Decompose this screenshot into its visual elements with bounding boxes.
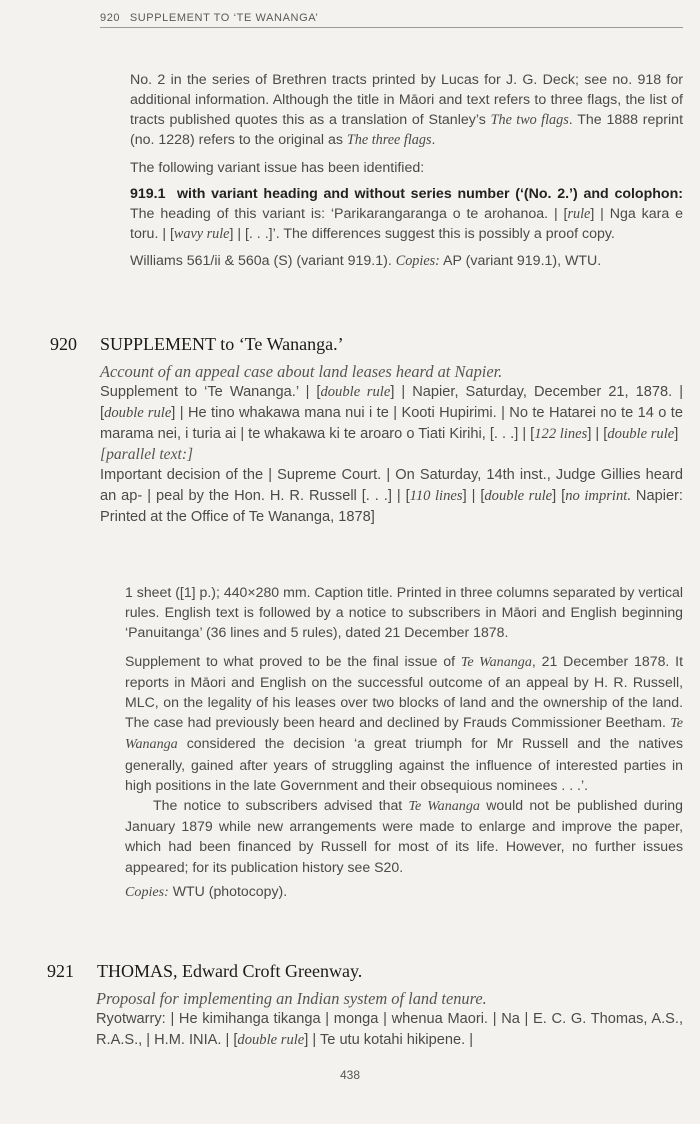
text: Supplement to ‘Te Wananga.’ | [ bbox=[100, 384, 321, 400]
variant-number: 919.1 bbox=[130, 186, 166, 202]
text: considered the decision ‘a great triumph for Mr Russell and the natives generally, gained after years of struggling against the influence of interested parties in high positions in the late Government and their obsequious nominees . . .’. bbox=[125, 735, 683, 793]
entry-920-maori-text bbox=[100, 382, 683, 444]
text: ] | He tino whakawa mana nui i te | Kooti Hupirimi. | No te Hatarei no te 14 o te marama nei, i turia ai | te whakawa ki te aroaro o Tiati Kirihi, [. . .] | [ bbox=[100, 404, 683, 442]
entry-920-heading bbox=[50, 334, 680, 355]
variant-heading: with variant heading and without series number (‘(No. 2.’) and colophon: bbox=[177, 186, 683, 202]
text: Napier: Printed at the Office of Te Wananga, 1878] bbox=[100, 488, 683, 525]
italic-text: 122 lines bbox=[534, 425, 588, 442]
text: No. 2 in the series of Brethren tracts printed by Lucas for J. G. Deck; see no. 918 for additional information. Although the title in Māori and text refers to three flags, the list of tracts published quotes this as a translation of Stanley’s bbox=[130, 72, 683, 128]
text: The notice to subscribers advised that bbox=[153, 797, 409, 814]
entry-921-text bbox=[96, 1009, 683, 1051]
text: . The 1888 reprint (no. 1228) refers to the original as bbox=[130, 112, 684, 148]
parallel-text-label: [parallel text:] bbox=[100, 446, 194, 464]
entry-920-english-text bbox=[100, 465, 683, 527]
italic-text: The two flags bbox=[490, 112, 569, 128]
running-head-page: 920 bbox=[100, 12, 121, 24]
entry-921-title: Proposal for implementing an Indian system of land tenure. bbox=[96, 989, 487, 1008]
note-paragraph bbox=[125, 651, 683, 795]
text: ] | [ bbox=[462, 488, 485, 505]
text: ] | Nga kara e toru. | [ bbox=[130, 206, 683, 242]
italic-text: no imprint. bbox=[565, 488, 631, 505]
text: ] | Napier, Saturday, December 21, 1878. | [ bbox=[100, 384, 684, 421]
entry-920-title: Account of an appeal case about land leases heard at Napier. bbox=[100, 362, 503, 381]
text: WTU (photocopy). bbox=[168, 882, 288, 899]
text: . bbox=[431, 132, 436, 148]
entry-919-paragraph bbox=[130, 70, 683, 150]
italic-text: double rule bbox=[607, 425, 675, 442]
variant-919-1 bbox=[130, 184, 683, 244]
collation: 1 sheet ([1] p.); 440×280 mm. Caption title. Printed in three columns separated by vertical rules. English text is followed by a notice to subscribers in Māori and English beginning ‘Panuitanga’ (36 lines and 5 rules), dated 21 December 1878. bbox=[125, 584, 683, 641]
variant-intro: The following variant issue has been identified: bbox=[130, 160, 425, 176]
text: ] | [ bbox=[587, 425, 608, 442]
entry-heading: SUPPLEMENT to ‘Te Wananga.’ bbox=[100, 334, 344, 354]
text: Important decision of the | Supreme Court. | On Saturday, 14th inst., Judge Gillies heard an ap- | peal by the Hon. H. R. Russell [. . .] | [ bbox=[100, 467, 683, 505]
text: ] [ bbox=[552, 488, 566, 505]
entry-number: 920 bbox=[50, 334, 77, 354]
running-head-title: SUPPLEMENT TO ‘TE WANANGA’ bbox=[129, 12, 319, 24]
italic-text: Copies: bbox=[395, 253, 440, 269]
italic-text: rule bbox=[567, 206, 591, 222]
entry-921-heading bbox=[47, 961, 683, 982]
entry-920-transcription bbox=[100, 361, 683, 528]
text: ] | Te utu kotahi hikipene. | bbox=[304, 1031, 474, 1048]
italic-text: double rule bbox=[104, 404, 172, 421]
entry-921-transcription bbox=[96, 988, 683, 1051]
entry-919-continuation bbox=[130, 70, 683, 271]
text: ] bbox=[674, 425, 679, 442]
entry-number: 921 bbox=[47, 961, 74, 981]
italic-text: The three flags bbox=[346, 132, 432, 148]
text: Supplement to what proved to be the final issue of bbox=[125, 652, 461, 669]
italic-text: double rule bbox=[484, 488, 553, 505]
text: Williams 561/ii & 560a (S) (variant 919.1). bbox=[130, 253, 396, 269]
note-paragraph bbox=[125, 795, 683, 877]
copies bbox=[125, 881, 683, 902]
italic-text: double rule bbox=[320, 384, 391, 400]
entry-heading: THOMAS, Edward Croft Greenway. bbox=[97, 961, 363, 981]
text: AP (variant 919.1), WTU. bbox=[439, 253, 602, 269]
italic-text: Te Wananga bbox=[460, 653, 532, 670]
copies-label: Copies: bbox=[125, 883, 169, 900]
text: The heading of this variant is: ‘Parikarangaranga o te arohanoa. | [ bbox=[130, 206, 568, 222]
text: would not be published during January 1879 while new arrangements were made to enlarge and improve the paper, which had been financed by Russell for most of its life. However, no further issues appeared; for its publication history see S20. bbox=[125, 797, 683, 875]
italic-text: double rule bbox=[237, 1031, 305, 1048]
page-number: 438 bbox=[339, 1068, 361, 1082]
italic-text: Te Wananga bbox=[408, 798, 480, 815]
running-head bbox=[100, 12, 683, 28]
text: ] | [. . .]’. The differences suggest this is possibly a proof copy. bbox=[229, 226, 615, 242]
text: Ryotwarry: | He kimihanga tikanga | monga | whenua Maori. | Na | E. C. G. Thomas, A.S., R.A.S., | H.M. INIA. | [ bbox=[96, 1011, 683, 1048]
entry-920-notes bbox=[125, 582, 683, 902]
entry-919-references bbox=[130, 251, 683, 271]
italic-text: Te Wananga bbox=[125, 715, 683, 753]
italic-text: wavy rule bbox=[173, 226, 230, 242]
italic-text: 110 lines bbox=[409, 488, 463, 505]
text: , 21 December 1878. It reports in Māori and English on the successful outcome of an appeal by H. R. Russell, MLC, on the legality of his leases over two blocks of land and the ownership of the land. The case had previously been heard and declined by Frauds Commissioner Beetham. bbox=[125, 652, 683, 731]
